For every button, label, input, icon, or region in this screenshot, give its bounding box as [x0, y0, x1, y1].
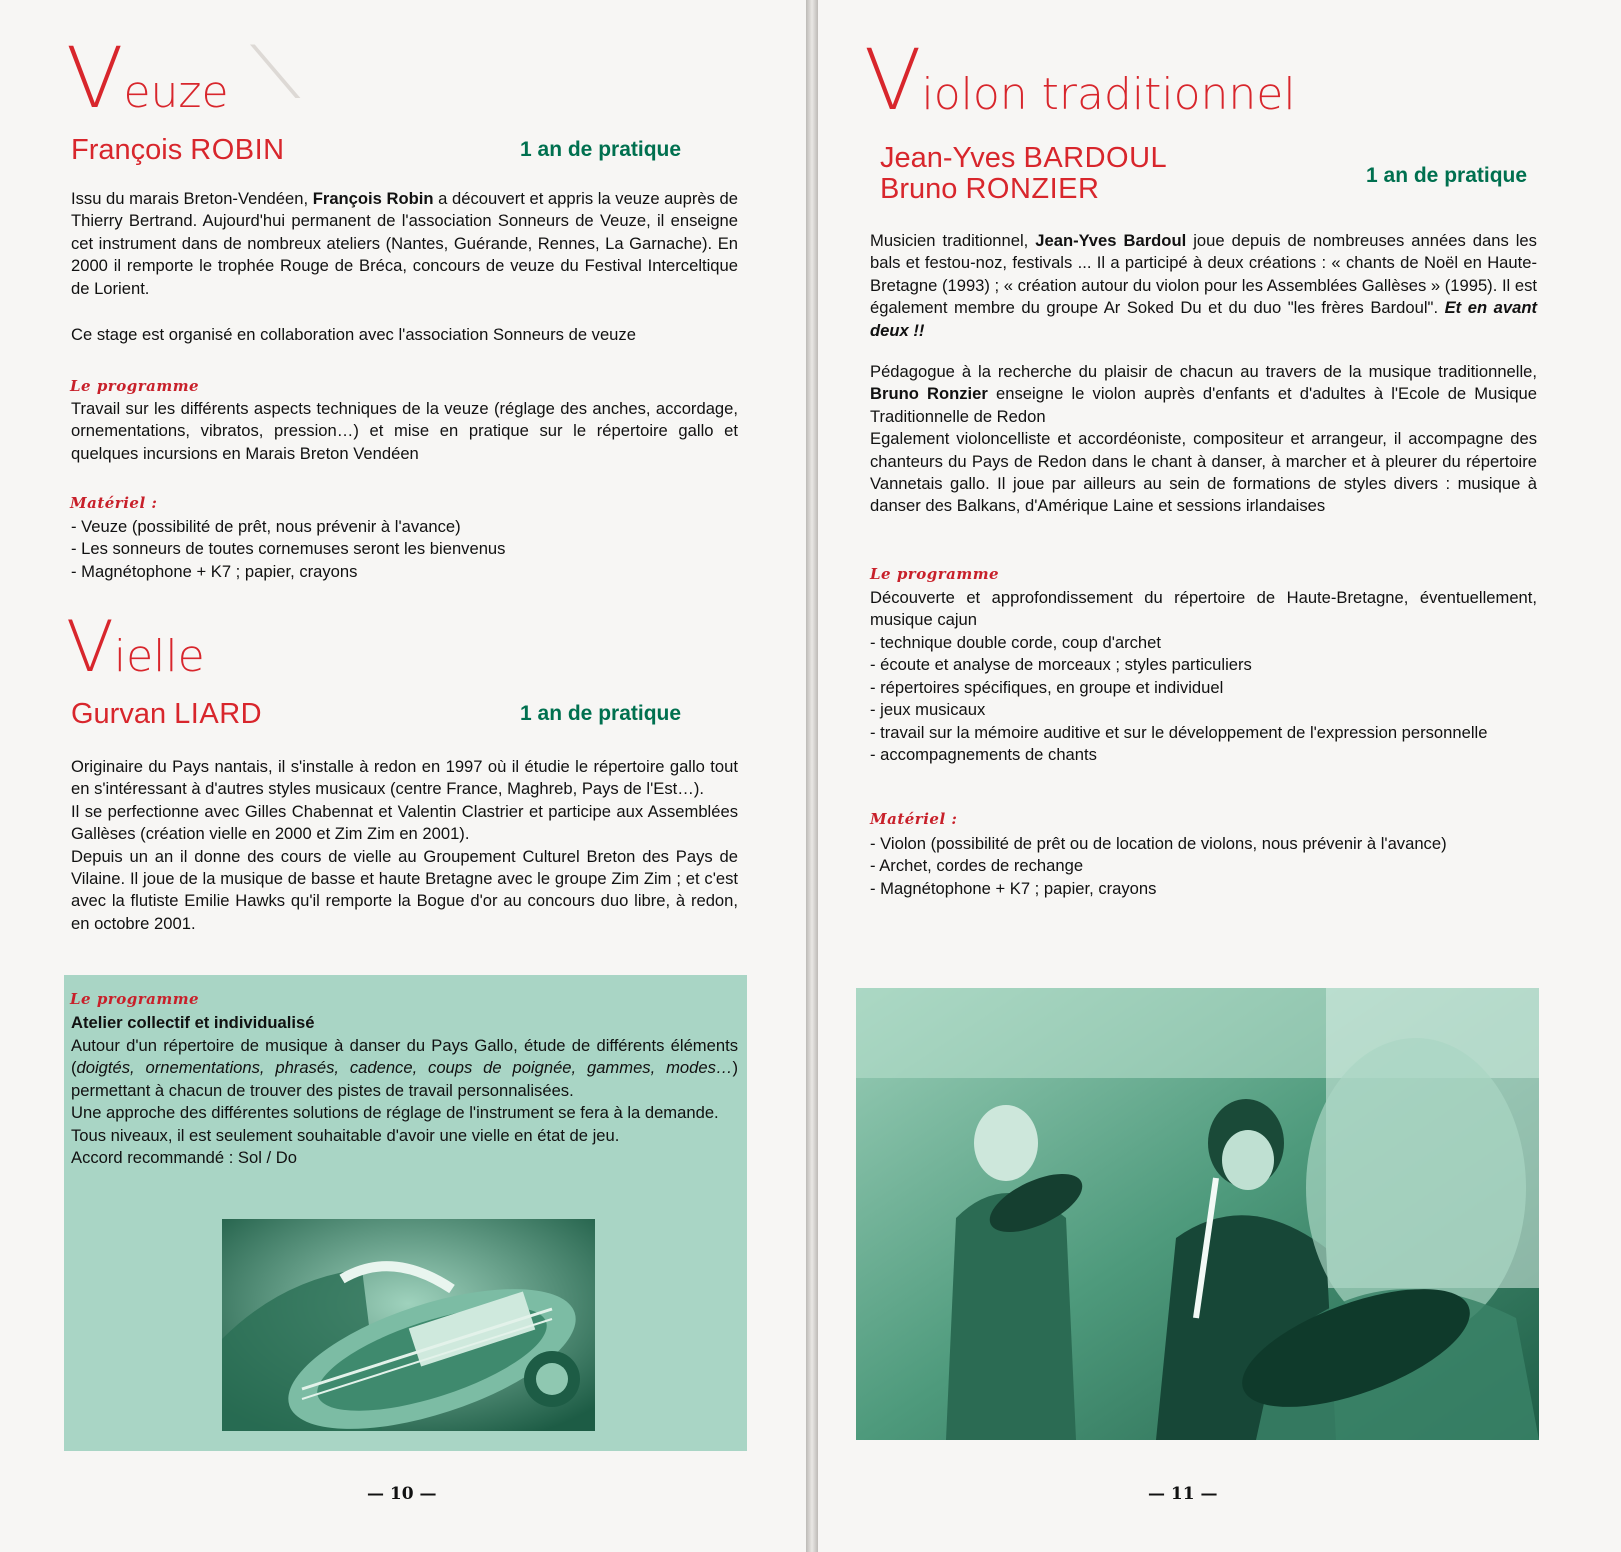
materiel-list-veuze [71, 516, 738, 583]
programme-paragraph: Une approche des différentes solutions de réglage de l'instrument se fera à la demande. [71, 1103, 719, 1123]
bio-bardoul: Musicien traditionnel, Jean-Yves Bardoul joue depuis de nombreuses années dans les bals et festou-noz, festivals ... Il a participé à deux créations : « chants de Noël en Haute-Bretagne (1993) ; « création autour du violon pour les Assemblées Gallèses » (1995). Il est également membre du groupe Ar Soked Du et du duo "les frères Bardoul". Et en avant deux !! [870, 231, 1537, 340]
list-item: - Magnétophone + K7 ; papier, crayons [870, 878, 1157, 898]
bio-ronzier [870, 361, 1537, 518]
practice-level-vielle: 1 an de pratique [520, 702, 682, 725]
bio-robin: Issu du marais Breton-Vendéen, François Robin a découvert et appris la veuze auprès de Thierry Bertrand. Aujourd'hui permanent de l'association Sonneurs de Veuze, il enseigne cet instrument dans de nombreux ateliers (Nantes, Guérande, Rennes, La Garnache). En 2000 il remporte le trophée Rouge de Bréca, concours de veuze du Festival Interceltique de Lorient. [71, 189, 738, 298]
page-gutter [806, 0, 818, 1552]
instructor-name-robin: François ROBIN [71, 134, 285, 166]
left-page [0, 0, 806, 1552]
page-number-left: — 10 — [367, 1484, 437, 1504]
list-item: - Veuze (possibilité de prêt, nous prévenir à l'avance) [71, 517, 461, 536]
bio-paragraph: Egalement violoncelliste et accordéoniste, compositeur et arrangeur, il accompagne des chanteurs du Pays de Redon dans le chant à danser, à marcher et à pleurer du répertoire Vannetais gallo. Il joue par ailleurs au sein de formations de styles divers : musique à danser des Balkans, d'Amérique Laine et sessions irlandaises [870, 429, 1537, 516]
violin-class-illustration [856, 988, 1539, 1440]
list-item: - Archet, cordes de rechange [870, 856, 1084, 876]
section-title-vielle: Vielle [66, 606, 205, 688]
programme-heading-vielle: Le programme [70, 990, 200, 1008]
bio-paragraph: Il se perfectionne avec Gilles Chabennat et Valentin Clastrier et participe aux Assemblées Gallèses (création vielle en 2000 et Zim Zim en 2001). [71, 801, 738, 844]
programme-intro-violon: Découverte et approfondissement du répertoire de Haute-Bretagne, éventuellement, musique cajun [870, 588, 1537, 630]
bio-paragraph: Originaire du Pays nantais, il s'installe à redon en 1997 où il étudie le répertoire gallo tout en s'intéressant à d'autres styles musicaux (centre France, Maghreb, Pays de l'Est…). [71, 757, 738, 799]
section-title-veuze: Veuze [66, 29, 229, 127]
bio-liard [71, 756, 738, 935]
programme-heading-violon: Le programme [870, 565, 1000, 583]
list-item: - technique double corde, coup d'archet [870, 633, 1161, 652]
list-item: - jeux musicaux [870, 700, 986, 720]
list-item: - écoute et analyse de morceaux ; styles particuliers [870, 655, 1252, 675]
materiel-heading-violon: Matériel : [870, 810, 958, 828]
bio-paragraph: Depuis un an il donne des cours de vielle au Groupement Culturel Breton des Pays de Vilaine. Il joue de la musique de basse et haute Bretagne avec le groupe Zim Zim ; et c'est avec la flutiste Emilie Hawks qu'il remporte la Bogue d'or au concours duo libre, à redon, en octobre 2001. [71, 846, 738, 933]
list-item: - travail sur la mémoire auditive et sur le développement de l'expression personnelle [870, 722, 1488, 742]
show-through-ghost: ⟋ [250, 30, 301, 114]
practice-level-violon: 1 an de pratique [1366, 164, 1528, 187]
programme-subtitle-vielle: Atelier collectif et individualisé [71, 1013, 315, 1032]
programme-paragraph: Accord recommandé : Sol / Do [71, 1148, 297, 1168]
page-number-right: — 11 — [1148, 1484, 1218, 1504]
programme-text-veuze: Travail sur les différents aspects techniques de la veuze (réglage des anches, accordage, ornementations, vibratos, pression…) et mise en pratique sur le répertoire gallo et quelques incursions en Marais Breton Vendéen [71, 399, 738, 463]
programme-paragraph: Autour d'un répertoire de musique à danser du Pays Gallo, étude de différents éléments (doigtés, ornementations, phrasés, cadence, coups de poignée, gammes, modes…) permettant à chacun de trouver des pistes de travail personnalisées. [71, 1036, 738, 1100]
programme-heading-veuze: Le programme [70, 377, 200, 395]
section-title-violon: Violon traditionnel [864, 31, 1296, 129]
hurdy-gurdy-photo [222, 1219, 595, 1431]
programme-text-vielle [71, 1035, 738, 1169]
collaboration-note: Ce stage est organisé en collaboration avec l'association Sonneurs de veuze [71, 325, 636, 344]
list-item: - Les sonneurs de toutes cornemuses seront les bienvenus [71, 539, 506, 559]
violin-class-photo [856, 988, 1539, 1440]
practice-level-veuze: 1 an de pratique [520, 138, 682, 161]
instructor-name-ronzier: Bruno RONZIER [880, 173, 1100, 205]
instructor-name-bardoul: Jean-Yves BARDOUL [880, 142, 1168, 174]
right-page [818, 0, 1621, 1552]
hurdy-gurdy-illustration [222, 1219, 595, 1431]
list-item: - Violon (possibilité de prêt ou de location de violons, nous prévenir à l'avance) [870, 834, 1447, 853]
programme-list-violon [870, 632, 1537, 766]
list-item: - Magnétophone + K7 ; papier, crayons [71, 561, 358, 581]
materiel-heading-veuze: Matériel : [70, 494, 158, 512]
instructor-name-liard: Gurvan LIARD [71, 698, 263, 730]
materiel-list-violon [870, 833, 1537, 900]
list-item: - accompagnements de chants [870, 745, 1097, 765]
list-item: - répertoires spécifiques, en groupe et individuel [870, 677, 1224, 697]
programme-paragraph: Tous niveaux, il est seulement souhaitable d'avoir une vielle en état de jeu. [71, 1125, 620, 1145]
bio-paragraph: Pédagogue à la recherche du plaisir de chacun au travers de la musique traditionnelle, Bruno Ronzier enseigne le violon auprès d'enfants et d'adultes à l'Ecole de Musique Traditionnelle de Redon [870, 362, 1538, 426]
